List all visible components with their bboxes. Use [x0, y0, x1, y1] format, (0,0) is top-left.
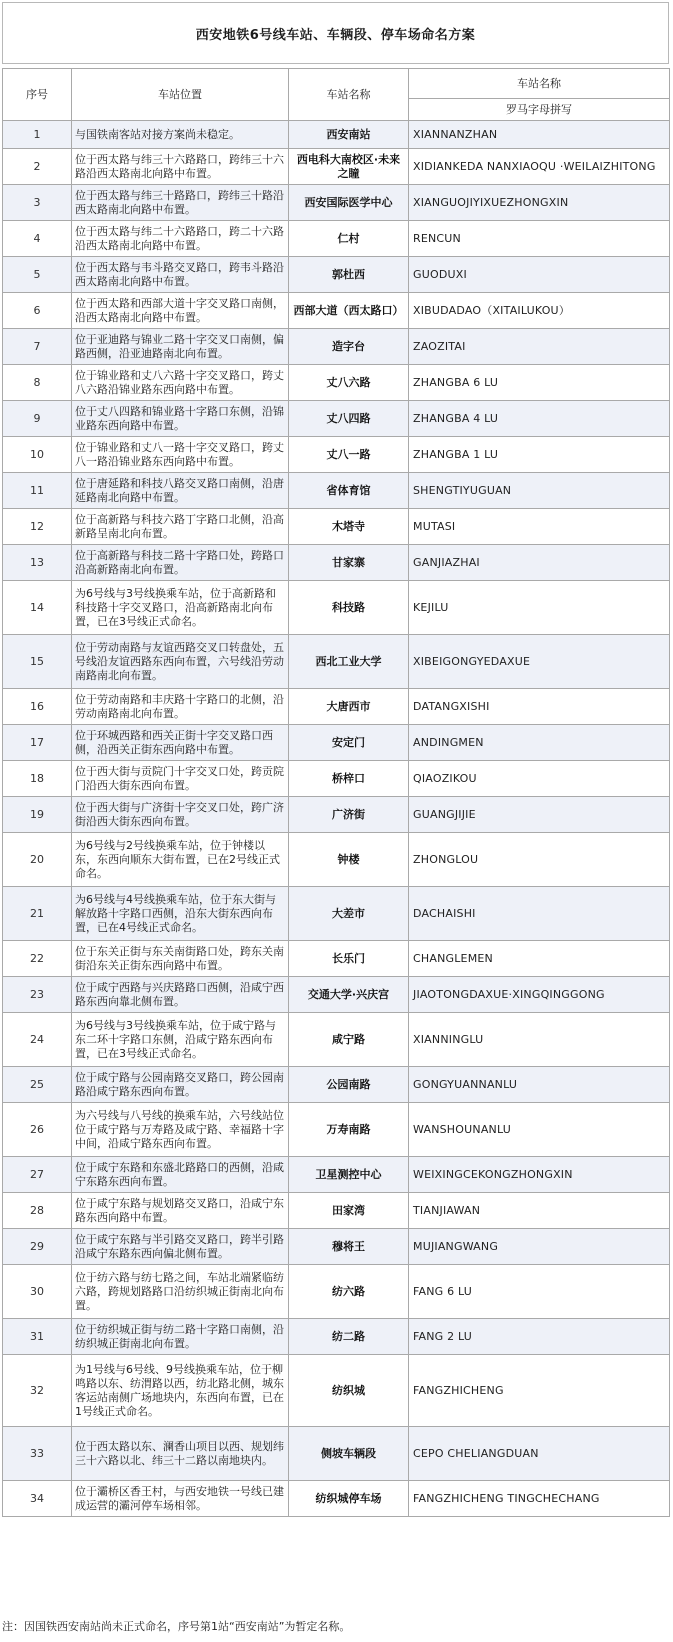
row-romanization: QIAOZIKOU	[409, 761, 670, 797]
table-row	[3, 1481, 670, 1517]
row-station-name: 郭杜西	[289, 257, 409, 293]
row-location: 位于咸宁东路和东盛北路路口的西侧，沿咸宁东路东西向布置。	[72, 1157, 289, 1193]
row-location: 位于灞桥区香王村，与西安地铁一号线已建成运营的灞河停车场相邻。	[72, 1481, 289, 1517]
row-no: 21	[3, 887, 72, 941]
row-no: 32	[3, 1355, 72, 1427]
row-romanization: GUANGJIJIE	[409, 797, 670, 833]
table-row	[3, 725, 670, 761]
row-romanization: WANSHOUNANLU	[409, 1103, 670, 1157]
row-no: 13	[3, 545, 72, 581]
row-station-name: 纺二路	[289, 1319, 409, 1355]
row-romanization: MUTASI	[409, 509, 670, 545]
row-no: 11	[3, 473, 72, 509]
row-station-name: 卫星测控中心	[289, 1157, 409, 1193]
table-row	[3, 1229, 670, 1265]
table-row	[3, 1013, 670, 1067]
row-no: 27	[3, 1157, 72, 1193]
table-row	[3, 149, 670, 185]
row-no: 19	[3, 797, 72, 833]
table-header	[3, 69, 670, 121]
row-location: 位于西太路与纬三十路路口，跨纬三十路沿西太路南北向路中布置。	[72, 185, 289, 221]
table-row	[3, 365, 670, 401]
row-location: 位于劳动南路和丰庆路十字路口的北侧，沿劳动南路南北向布置。	[72, 689, 289, 725]
row-station-name: 造字台	[289, 329, 409, 365]
row-location: 位于丈八四路和锦业路十字路口东侧，沿锦业路东西向路中布置。	[72, 401, 289, 437]
row-station-name: 丈八六路	[289, 365, 409, 401]
row-station-name: 仁村	[289, 221, 409, 257]
table-row	[3, 1193, 670, 1229]
row-location: 位于西太路与纬二十六路路口，跨二十六路沿西太路南北向路中布置。	[72, 221, 289, 257]
table-row	[3, 635, 670, 689]
row-location: 位于西太路以东、澜香山项目以西、规划纬三十六路以北、纬三十二路以南地块内。	[72, 1427, 289, 1481]
row-location: 位于亚迪路与锦业二路十字交叉口南侧，偏路西侧，沿亚迪路南北向布置。	[72, 329, 289, 365]
row-no: 31	[3, 1319, 72, 1355]
row-romanization: SHENGTIYUGUAN	[409, 473, 670, 509]
table-row	[3, 689, 670, 725]
row-station-name: 穆将王	[289, 1229, 409, 1265]
header-location: 车站位置	[72, 69, 289, 121]
table-row	[3, 833, 670, 887]
row-romanization: CHANGLEMEN	[409, 941, 670, 977]
row-station-name: 钟楼	[289, 833, 409, 887]
row-romanization: XIANGUOJIYIXUEZHONGXIN	[409, 185, 670, 221]
table-row	[3, 1427, 670, 1481]
row-station-name: 桥梓口	[289, 761, 409, 797]
row-station-name: 西安国际医学中心	[289, 185, 409, 221]
row-location: 位于西大街与广济街十字交叉口处，跨广济街沿西大街东西向布置。	[72, 797, 289, 833]
row-romanization: KEJILU	[409, 581, 670, 635]
page-title: 西安地铁6号线车站、车辆段、停车场命名方案	[2, 2, 669, 64]
table-row	[3, 1319, 670, 1355]
table-row	[3, 437, 670, 473]
table-row	[3, 257, 670, 293]
row-station-name: 丈八一路	[289, 437, 409, 473]
row-no: 2	[3, 149, 72, 185]
row-no: 15	[3, 635, 72, 689]
row-location: 位于高新路与科技六路丁字路口北侧，沿高新路呈南北向布置。	[72, 509, 289, 545]
row-location: 位于西大街与贡院门十字交叉口处，跨贡院门沿西大街东西向布置。	[72, 761, 289, 797]
row-romanization: JIAOTONGDAXUE·XINGQINGGONG	[409, 977, 670, 1013]
row-romanization: ZHANGBA 1 LU	[409, 437, 670, 473]
row-no: 18	[3, 761, 72, 797]
table-row	[3, 1355, 670, 1427]
row-location: 为六号线与八号线的换乘车站，六号线站位位于咸宁路与万寿路及咸宁路、幸福路十字中间，沿咸宁路东西向布置。	[72, 1103, 289, 1157]
row-station-name: 交通大学·兴庆宫	[289, 977, 409, 1013]
table-row	[3, 797, 670, 833]
row-no: 16	[3, 689, 72, 725]
header-romanization: 罗马字母拼写	[409, 99, 670, 121]
row-romanization: DACHAISHI	[409, 887, 670, 941]
table-row	[3, 221, 670, 257]
row-romanization: FANGZHICHENG TINGCHECHANG	[409, 1481, 670, 1517]
table-row	[3, 887, 670, 941]
row-no: 33	[3, 1427, 72, 1481]
table-row	[3, 941, 670, 977]
row-station-name: 木塔寺	[289, 509, 409, 545]
row-no: 25	[3, 1067, 72, 1103]
table-row	[3, 977, 670, 1013]
row-location: 为6号线与3号线换乘车站，位于咸宁路与东二环十字路口东侧，沿咸宁路东西向布置，已在3号线正式命名。	[72, 1013, 289, 1067]
row-no: 20	[3, 833, 72, 887]
row-station-name: 田家湾	[289, 1193, 409, 1229]
row-station-name: 丈八四路	[289, 401, 409, 437]
table-row	[3, 1067, 670, 1103]
row-station-name: 大差市	[289, 887, 409, 941]
row-station-name: 纺织城停车场	[289, 1481, 409, 1517]
row-romanization: ZHANGBA 6 LU	[409, 365, 670, 401]
row-romanization: CEPO CHELIANGDUAN	[409, 1427, 670, 1481]
row-location: 位于纺织城正街与纺二路十字路口南侧，沿纺织城正街南北向布置。	[72, 1319, 289, 1355]
row-romanization: DATANGXISHI	[409, 689, 670, 725]
naming-table	[2, 68, 670, 1517]
row-no: 3	[3, 185, 72, 221]
row-location: 为1号线与6号线、9号线换乘车站，位于柳鸣路以东、纺渭路以西，纺北路北侧，城东客运站南侧广场地块内，东西向布置，已在1号线正式命名。	[72, 1355, 289, 1427]
row-no: 12	[3, 509, 72, 545]
row-station-name: 省体育馆	[289, 473, 409, 509]
row-location: 位于锦业路和丈八六路十字交叉路口，跨丈八六路沿锦业路东西向路中布置。	[72, 365, 289, 401]
row-no: 30	[3, 1265, 72, 1319]
row-station-name: 纺织城	[289, 1355, 409, 1427]
row-romanization: XIBEIGONGYEDAXUE	[409, 635, 670, 689]
header-name: 车站名称	[289, 69, 409, 121]
header-romanization-group: 车站名称	[409, 69, 670, 99]
row-no: 10	[3, 437, 72, 473]
row-location: 为6号线与3号线换乘车站，位于高新路和科技路十字交叉路口，沿高新路南北向布置，已在3号线正式命名。	[72, 581, 289, 635]
row-romanization: XIANNINGLU	[409, 1013, 670, 1067]
row-romanization: GANJIAZHAI	[409, 545, 670, 581]
row-romanization: FANG 2 LU	[409, 1319, 670, 1355]
row-station-name: 科技路	[289, 581, 409, 635]
row-no: 23	[3, 977, 72, 1013]
row-station-name: 公园南路	[289, 1067, 409, 1103]
row-no: 26	[3, 1103, 72, 1157]
table-row	[3, 509, 670, 545]
table-row	[3, 121, 670, 149]
row-location: 位于咸宁东路与规划路交叉路口，沿咸宁东路东西向路中布置。	[72, 1193, 289, 1229]
row-no: 1	[3, 121, 72, 149]
row-station-name: 咸宁路	[289, 1013, 409, 1067]
table-row	[3, 1157, 670, 1193]
row-station-name: 西电科大南校区·未来之瞳	[289, 149, 409, 185]
row-station-name: 侧坡车辆段	[289, 1427, 409, 1481]
row-no: 29	[3, 1229, 72, 1265]
row-romanization: FANGZHICHENG	[409, 1355, 670, 1427]
row-romanization: ZAOZITAI	[409, 329, 670, 365]
row-no: 4	[3, 221, 72, 257]
row-location: 位于纺六路与纺七路之间，车站北端紧临纺六路，跨规划路路口沿纺织城正街南北向布置。	[72, 1265, 289, 1319]
row-station-name: 西安南站	[289, 121, 409, 149]
row-station-name: 西北工业大学	[289, 635, 409, 689]
row-no: 9	[3, 401, 72, 437]
table-row	[3, 329, 670, 365]
row-no: 28	[3, 1193, 72, 1229]
row-location: 位于咸宁东路与半引路交叉路口，跨半引路沿咸宁东路东西向偏北侧布置。	[72, 1229, 289, 1265]
row-station-name: 长乐门	[289, 941, 409, 977]
row-romanization: TIANJIAWAN	[409, 1193, 670, 1229]
row-station-name: 西部大道（西太路口）	[289, 293, 409, 329]
row-location: 为6号线与4号线换乘车站，位于东大街与解放路十字路口西侧，沿东大街东西向布置，已在4号线正式命名。	[72, 887, 289, 941]
row-station-name: 万寿南路	[289, 1103, 409, 1157]
row-location: 位于高新路与科技二路十字路口处，跨路口沿高新路南北向布置。	[72, 545, 289, 581]
row-station-name: 纺六路	[289, 1265, 409, 1319]
table-row	[3, 1103, 670, 1157]
row-no: 17	[3, 725, 72, 761]
table-row	[3, 545, 670, 581]
row-location: 为6号线与2号线换乘车站，位于钟楼以东，东西向顺东大街布置，已在2号线正式命名。	[72, 833, 289, 887]
row-location: 位于东关正街与东关南街路口处，跨东关南街沿东关正街东西向路中布置。	[72, 941, 289, 977]
row-station-name: 安定门	[289, 725, 409, 761]
row-no: 24	[3, 1013, 72, 1067]
table-body	[3, 121, 670, 1517]
row-romanization: ZHANGBA 4 LU	[409, 401, 670, 437]
row-location: 位于环城西路和西关正街十字交叉路口西侧，沿西关正街东西向路中布置。	[72, 725, 289, 761]
row-no: 8	[3, 365, 72, 401]
table-row	[3, 293, 670, 329]
table-row	[3, 761, 670, 797]
row-no: 34	[3, 1481, 72, 1517]
row-romanization: XIDIANKEDA NANXIAOQU ·WEILAIZHITONG	[409, 149, 670, 185]
table-row	[3, 185, 670, 221]
row-romanization: FANG 6 LU	[409, 1265, 670, 1319]
row-no: 14	[3, 581, 72, 635]
row-location: 与国铁南客站对接方案尚未稳定。	[72, 121, 289, 149]
row-romanization: XIANNANZHAN	[409, 121, 670, 149]
row-station-name: 甘家寨	[289, 545, 409, 581]
row-romanization: ANDINGMEN	[409, 725, 670, 761]
row-no: 7	[3, 329, 72, 365]
row-location: 位于咸宁路与公园南路交叉路口，跨公园南路沿咸宁路东西向布置。	[72, 1067, 289, 1103]
footnote: 注：因国铁西安南站尚未正式命名，序号第1站“西安南站”为暂定名称。	[2, 1620, 351, 1633]
row-location: 位于唐延路和科技八路交叉路口南侧，沿唐延路南北向路中布置。	[72, 473, 289, 509]
header-no: 序号	[3, 69, 72, 121]
row-location: 位于劳动南路与友谊西路交叉口转盘处，五号线沿友谊西路东西向布置，六号线沿劳动南路南北向布置。	[72, 635, 289, 689]
row-romanization: WEIXINGCEKONGZHONGXIN	[409, 1157, 670, 1193]
row-station-name: 广济街	[289, 797, 409, 833]
row-romanization: GUODUXI	[409, 257, 670, 293]
row-no: 5	[3, 257, 72, 293]
table-row	[3, 473, 670, 509]
row-romanization: ZHONGLOU	[409, 833, 670, 887]
row-romanization: GONGYUANNANLU	[409, 1067, 670, 1103]
row-no: 6	[3, 293, 72, 329]
row-romanization: MUJIANGWANG	[409, 1229, 670, 1265]
row-no: 22	[3, 941, 72, 977]
row-location: 位于西太路与纬三十六路路口，跨纬三十六路沿西太路南北向路中布置。	[72, 149, 289, 185]
row-station-name: 大唐西市	[289, 689, 409, 725]
row-romanization: XIBUDADAO（XITAILUKOU）	[409, 293, 670, 329]
row-location: 位于锦业路和丈八一路十字交叉路口，跨丈八一路沿锦业路东西向路中布置。	[72, 437, 289, 473]
row-romanization: RENCUN	[409, 221, 670, 257]
row-location: 位于咸宁西路与兴庆路路口西侧，沿咸宁西路东西向靠北侧布置。	[72, 977, 289, 1013]
table-row	[3, 1265, 670, 1319]
row-location: 位于西太路和西部大道十字交叉路口南侧，沿西太路南北向路中布置。	[72, 293, 289, 329]
table-row	[3, 401, 670, 437]
row-location: 位于西太路与韦斗路交叉路口，跨韦斗路沿西太路南北向路中布置。	[72, 257, 289, 293]
table-row	[3, 581, 670, 635]
